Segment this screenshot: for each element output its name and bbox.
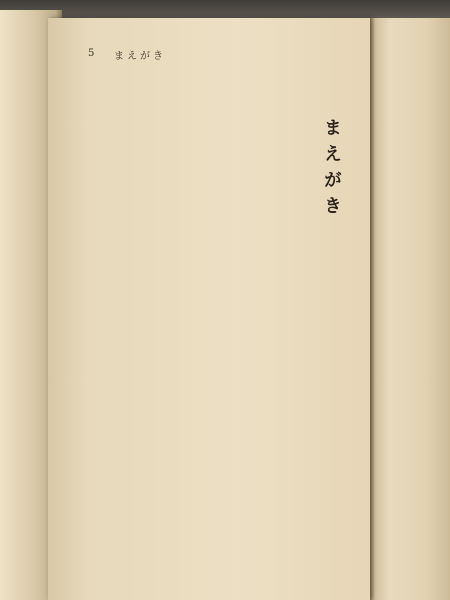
body-text (84, 66, 304, 600)
page-number: 5 (88, 48, 96, 59)
chapter-title: まえがき (321, 118, 342, 222)
running-title: まえがき (114, 51, 166, 62)
page-edges (370, 18, 450, 600)
